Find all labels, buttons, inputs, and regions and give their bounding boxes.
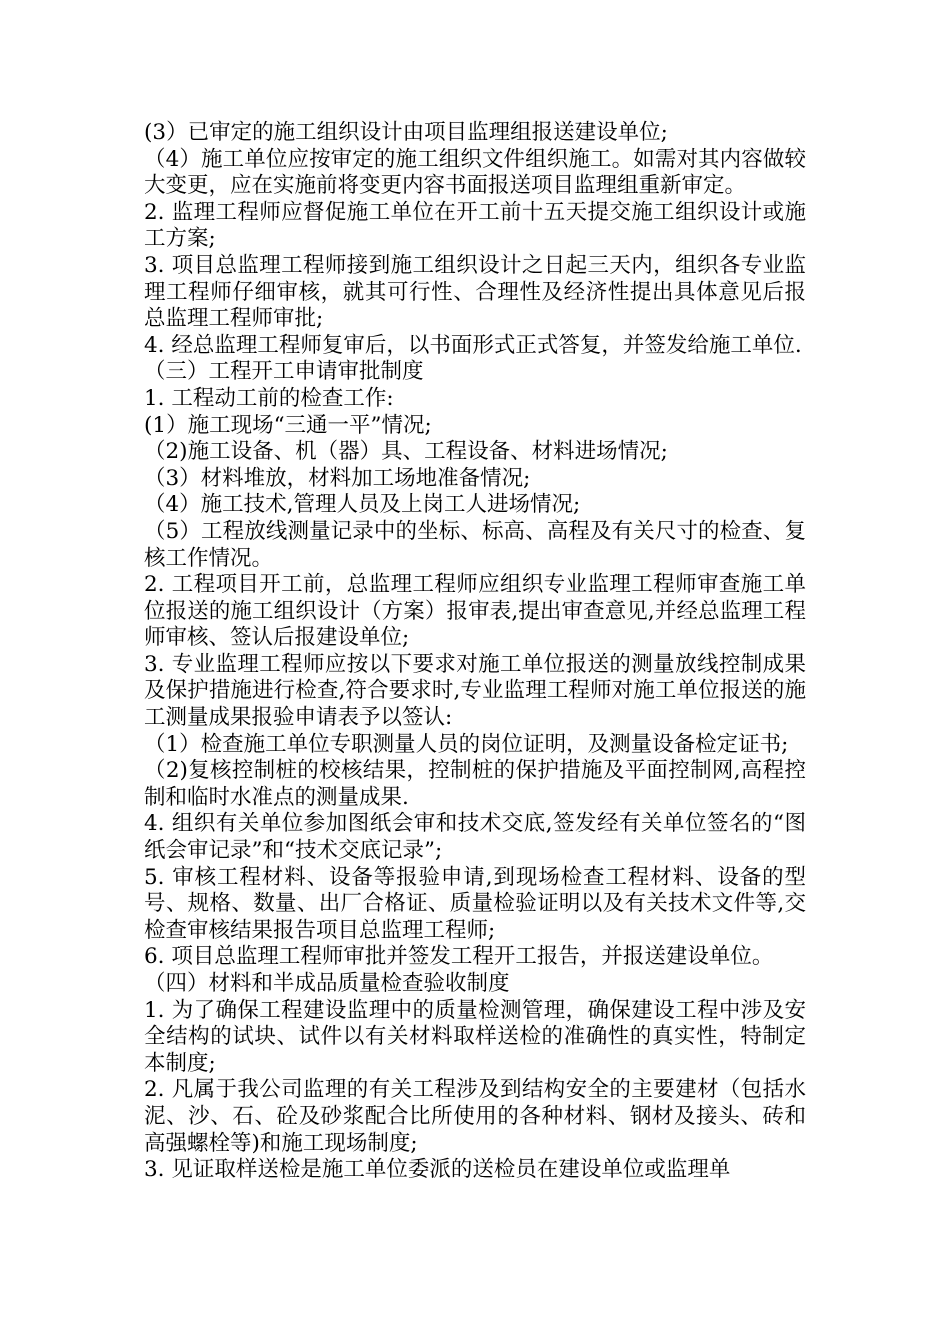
paragraph-sub-3: （3）材料堆放，材料加工场地准备情况; bbox=[144, 465, 531, 491]
paragraph-sub-1: (1）施工现场“三通一平”情况; bbox=[144, 412, 432, 438]
paragraph-start-5: 5. 审核工程材料、设备等报验申请,到现场检查工程材料、设备的型号、规格、数量、出厂合格证、质量检验证明以及有关技术文件等,交检查审核结果报告项目总监理工程师; bbox=[144, 864, 806, 943]
paragraph-material-3: 3. 见证取样送检是施工单位委派的送检员在建设单位或监理单 bbox=[144, 1157, 731, 1183]
paragraph-review-4: （4）施工单位应按审定的施工组织文件组织施工。如需对其内容做较大变更，应在实施前将变更内容书面报送项目监理组重新审定。 bbox=[144, 146, 806, 199]
section-heading-4: （四）材料和半成品质量检查验收制度 bbox=[144, 971, 510, 996]
paragraph-item-3: 3. 项目总监理工程师接到施工组织设计之日起三天内，组织各专业监理工程师仔细审核，就其可行性、合理性及经济性提出具体意见后报总监理工程师审批; bbox=[144, 252, 806, 332]
paragraph-start-4: 4. 组织有关单位参加图纸会审和技术交底,签发经有关单位签名的“图纸会审记录”和“技术交底记录”; bbox=[144, 811, 806, 864]
paragraph-start-2: 2. 工程项目开工前，总监理工程师应组织专业监理工程师审查施工单位报送的施工组织设计（方案）报审表,提出审查意见,并经总监理工程师审核、签认后报建设单位; bbox=[144, 572, 806, 651]
paragraph-review-3: (3）已审定的施工组织设计由项目监理组报送建设单位; bbox=[144, 120, 668, 145]
paragraph-material-2: 2. 凡属于我公司监理的有关工程涉及到结构安全的主要建材（包括水泥、沙、石、砼及砂浆配合比所使用的各种材料、钢材及接头、砖和高强螺栓等)和施工现场制度; bbox=[144, 1077, 806, 1156]
paragraph-survey-1: （1）检查施工单位专职测量人员的岗位证明，及测量设备检定证书; bbox=[144, 731, 789, 757]
paragraph-start-6: 6. 项目总监理工程师审批并签发工程开工报告，并报送建设单位。 bbox=[144, 944, 774, 970]
paragraph-start-3: 3. 专业监理工程师应按以下要求对施工单位报送的测量放线控制成果及保护措施进行检查,符合要求时,专业监理工程师对施工单位报送的施工测量成果报验申请表予以签认: bbox=[144, 651, 806, 731]
paragraph-sub-4: （4）施工技术,管理人员及上岗工人进场情况; bbox=[144, 492, 581, 518]
paragraph-sub-2: （2)施工设备、机（器）具、工程设备、材料进场情况; bbox=[144, 439, 668, 465]
paragraph-item-2: 2. 监理工程师应督促施工单位在开工前十五天提交施工组织设计或施工方案; bbox=[144, 199, 806, 252]
section-heading-3: （三）工程开工申请审批制度 bbox=[144, 359, 424, 385]
paragraph-sub-5: （5）工程放线测量记录中的坐标、标高、高程及有关尺寸的检查、复核工作情况。 bbox=[144, 518, 806, 571]
paragraph-material-1: 1. 为了确保工程建设监理中的质量检测管理，确保建设工程中涉及安全结构的试块、试件以有关材料取样送检的准确性的真实性，特制定本制度; bbox=[144, 997, 806, 1076]
paragraph-item-4: 4. 经总监理工程师复审后，以书面形式正式答复，并签发给施工单位. bbox=[144, 332, 802, 358]
paragraph-survey-2: （2)复核控制桩的校核结果，控制桩的保护措施及平面控制网,高程控制和临时水准点的测量成果. bbox=[144, 758, 806, 810]
document-body bbox=[144, 120, 806, 1184]
paragraph-start-check-1: 1. 工程动工前的检查工作: bbox=[144, 385, 394, 411]
